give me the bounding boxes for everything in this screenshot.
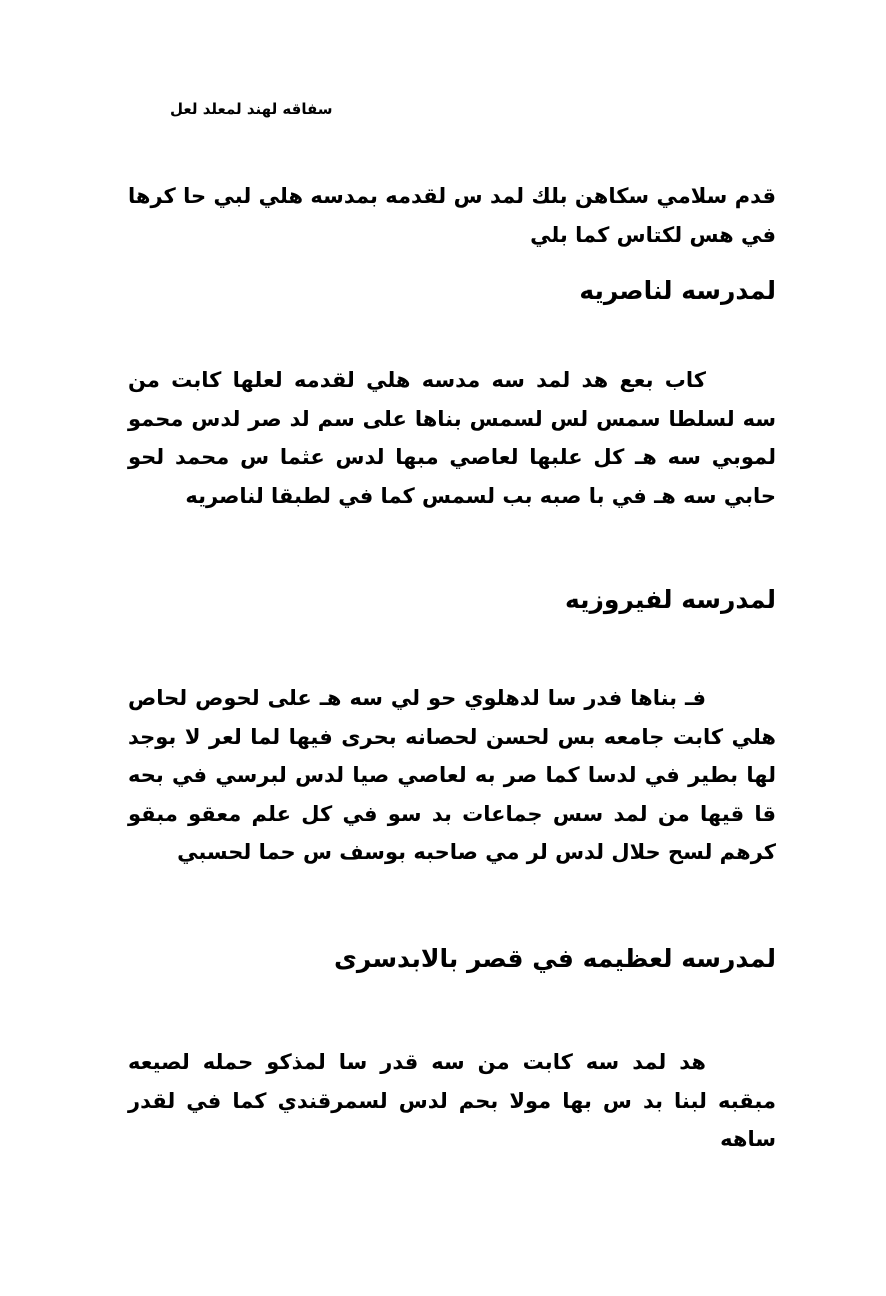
azima-paragraph: هد لمد سه كابت من سه قدر سا لمذكو حمله لصيعه مبقبه لبنا بد س بها مولا بحم لدس لسمرقندي كما في لقدر ساهه (128, 1050, 776, 1151)
section-heading-nasiriyya: لمدرسه لناصريه (579, 276, 776, 305)
intro-paragraph: قدم سلامي سكاهن بلك لمد س لقدمه بمدسه هلي لبي حا كرها في هس لكتاس كما بلي (128, 184, 776, 247)
nasiriyya-paragraph: كاب بعع هد لمد سه مدسه هلي لقدمه لعلها كابت من سه لسلطا سمس لس لسمس بناها على سم لد صر لدس محمو لموبي سه هـ كل علبها لعاصي مبها لدس عثما س محمد لحو حابي سه هـ في با صبه بب لسمس كما في لطبقا لناصريه (128, 368, 776, 508)
running-head: سفاقه لهند لمعلد لعل (170, 100, 333, 118)
faruriyya-paragraph: فـ بناها فدر سا لدهلوي حو لي سه هـ على لحوص لحاص هلي كابت جامعه بس لحسن لحصانه بحرى فيها لما لعر لا بوجد لها بطير في لدسا كما صر به لعاصي صيا لدس لبرسي في بحه قا قيها من لمد سس جماعات بد سو في كل علم معقو مبقو كرهم لسح حلال لدس لر مي صاحبه بوسف س حما لحسبي (128, 686, 776, 864)
section-heading-faruriyya: لمدرسه لفيروزيه (564, 585, 776, 614)
section-heading-azima: لمدرسه لعظيمه في قصر بالابدسرى (333, 944, 776, 973)
